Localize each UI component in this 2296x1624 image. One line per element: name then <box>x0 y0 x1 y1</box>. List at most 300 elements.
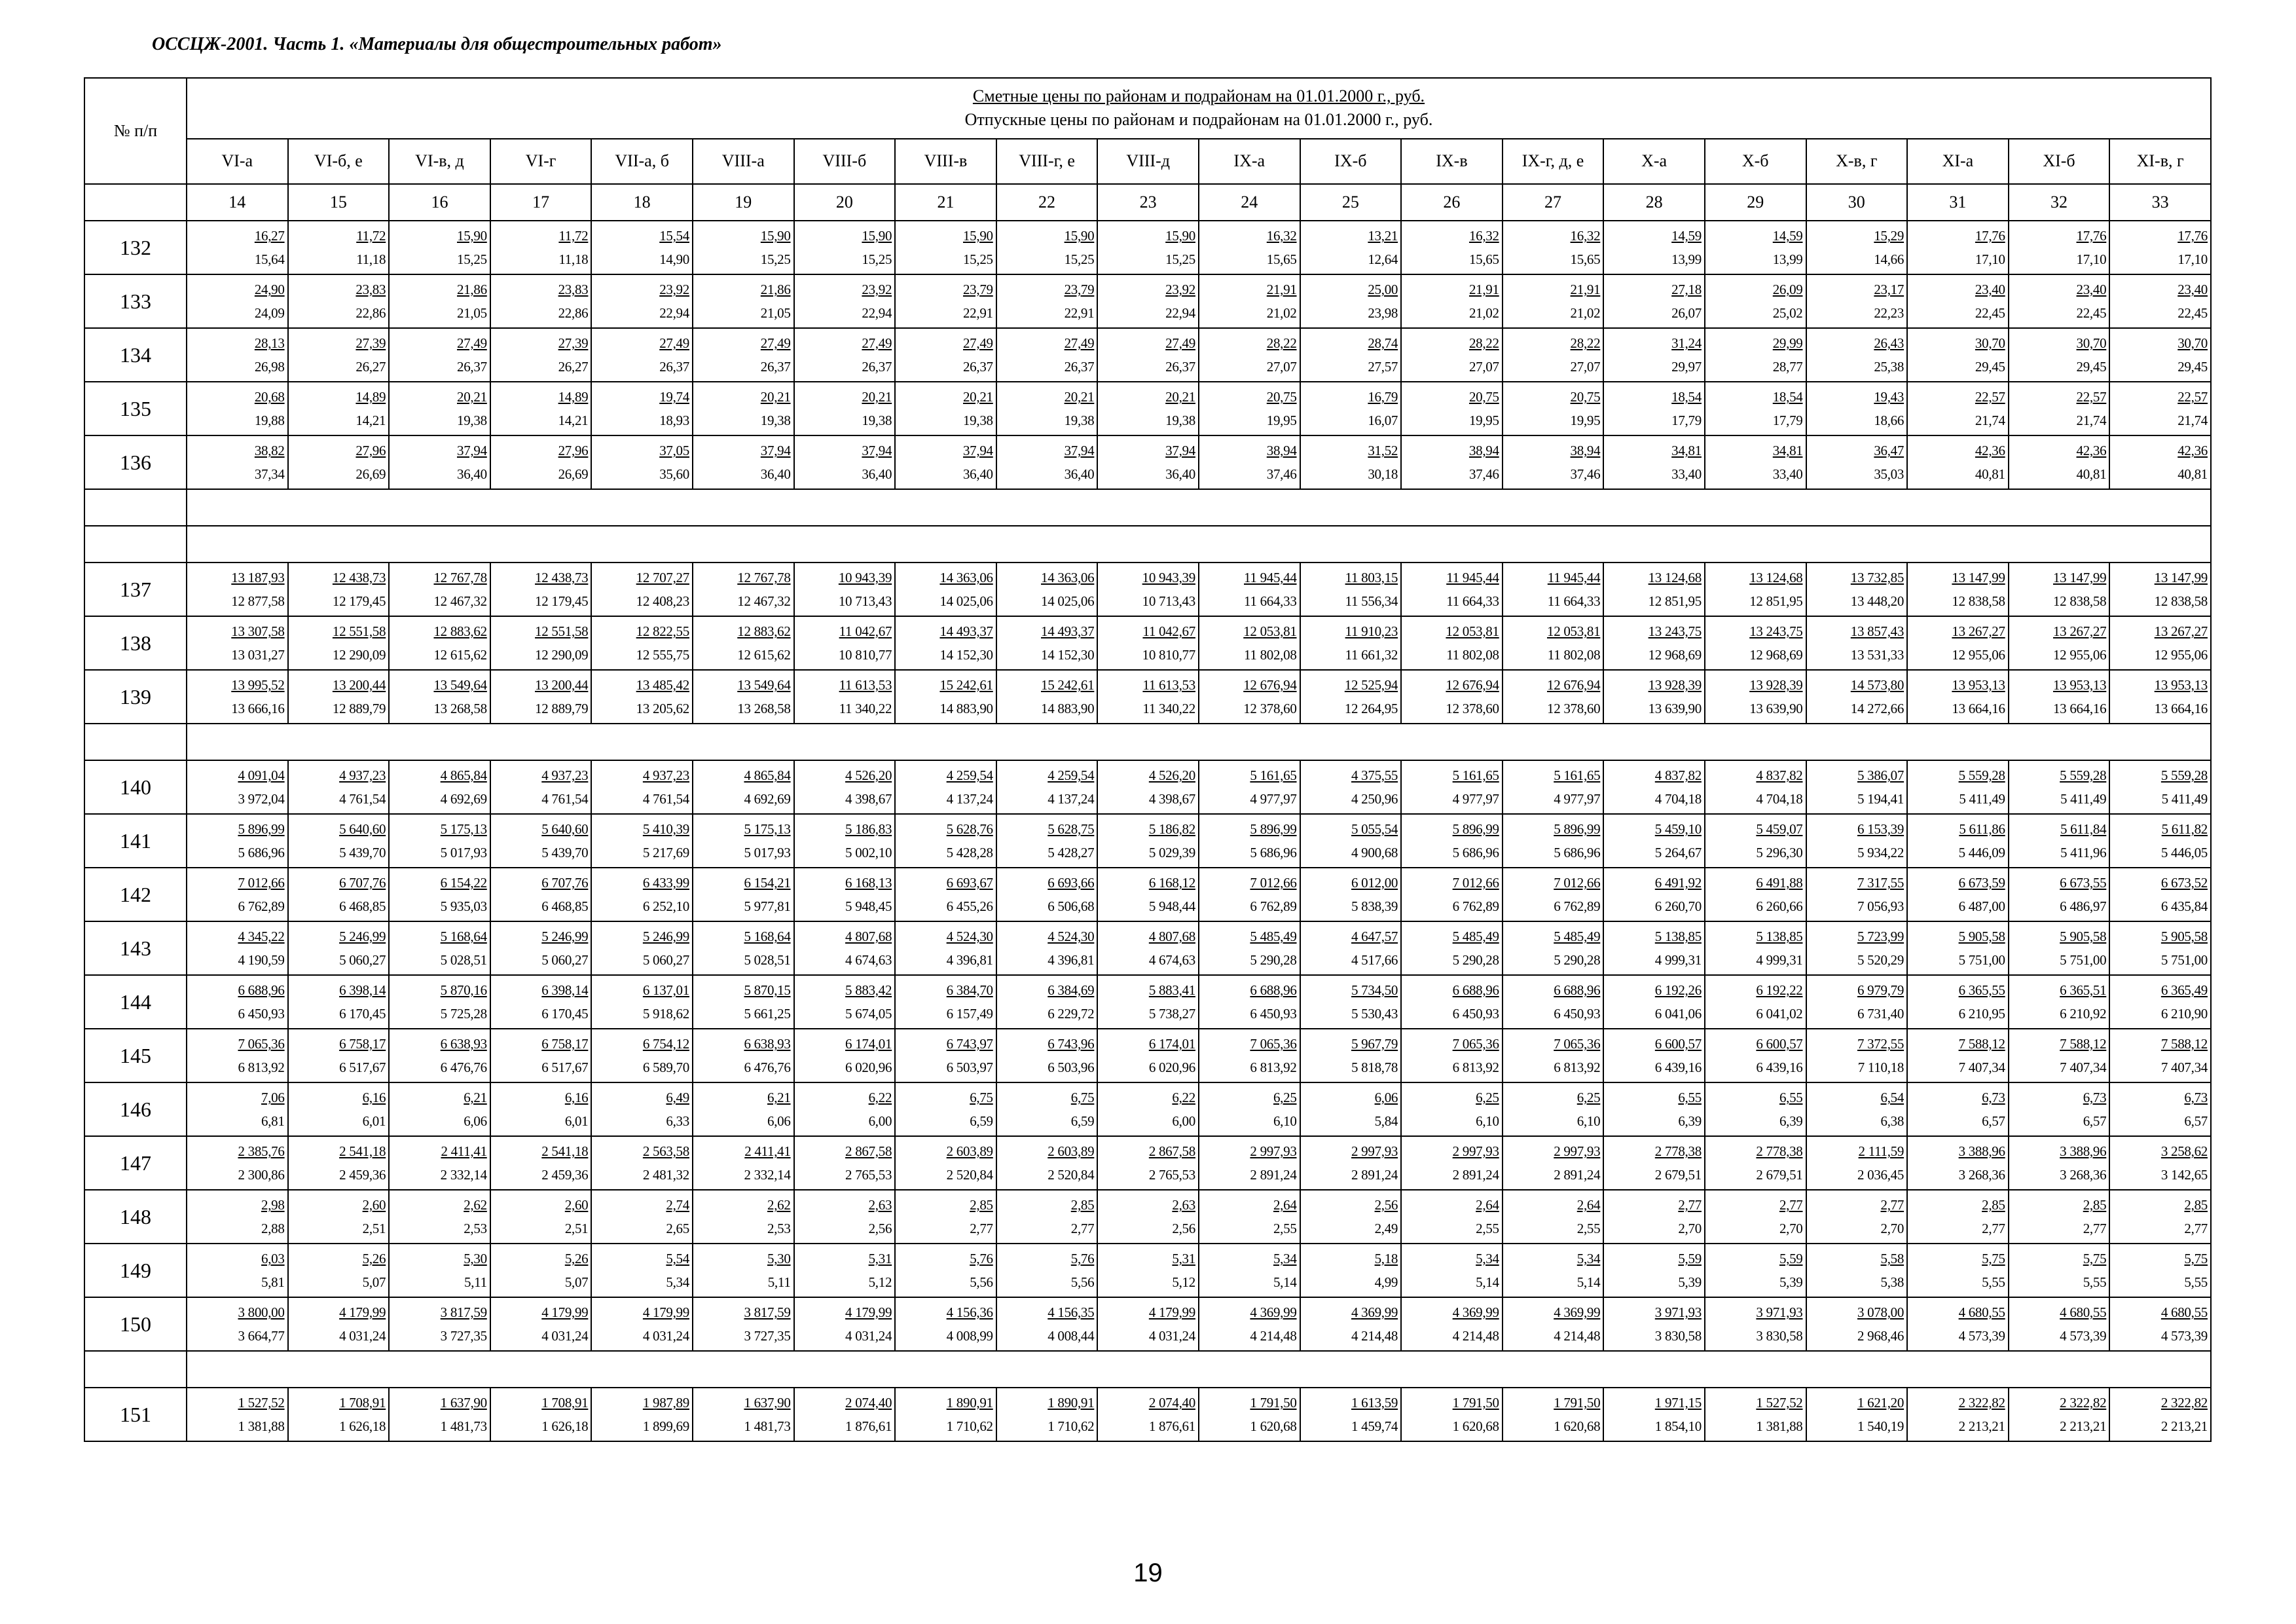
price-cell <box>1401 1244 1503 1297</box>
price-cell <box>996 328 1098 382</box>
price-cell <box>288 868 390 921</box>
price-cell <box>1603 1190 1705 1244</box>
price-cell <box>389 814 490 868</box>
release-price: 26,98 <box>254 359 285 375</box>
estimated-price: 14 493,37 <box>1041 623 1095 639</box>
release-price: 5 290,28 <box>1452 952 1499 968</box>
estimated-price: 34,81 <box>1772 443 1803 458</box>
estimated-price: 1 971,15 <box>1654 1395 1702 1411</box>
price-cell <box>1503 975 1604 1029</box>
release-price: 37,34 <box>254 466 285 482</box>
price-cell <box>1503 814 1604 868</box>
price-cell <box>1300 221 1402 274</box>
release-price: 7 056,93 <box>1857 898 1904 914</box>
price-cell <box>1300 1388 1402 1441</box>
price-cell <box>2009 435 2110 489</box>
release-price: 2 300,86 <box>238 1167 285 1183</box>
estimated-price: 38,94 <box>1468 443 1499 458</box>
release-price: 2,56 <box>868 1221 892 1236</box>
page-number: 19 <box>1133 1559 1163 1587</box>
estimated-price: 6 707,76 <box>541 875 589 891</box>
release-price: 4 977,97 <box>1250 791 1297 807</box>
release-price: 5 002,10 <box>845 845 892 860</box>
price-cell <box>187 382 288 435</box>
estimated-price: 5 386,07 <box>1857 767 1904 783</box>
price-cell <box>1097 1190 1199 1244</box>
estimated-price: 5 559,28 <box>2160 767 2208 783</box>
estimated-price: 2 997,93 <box>1452 1143 1499 1159</box>
price-cell <box>288 221 390 274</box>
price-cell <box>1806 1082 1908 1136</box>
release-price: 5 264,67 <box>1654 845 1702 860</box>
estimated-price: 6 743,97 <box>946 1036 993 1052</box>
price-cell <box>1907 1244 2009 1297</box>
estimated-price: 12 822,55 <box>636 623 689 639</box>
release-price: 12,64 <box>1368 251 1398 267</box>
release-price: 2 332,14 <box>744 1167 791 1183</box>
price-cell <box>1401 1297 1503 1351</box>
release-price: 6,33 <box>666 1113 689 1129</box>
release-price: 1 481,73 <box>744 1418 791 1434</box>
price-cell <box>288 670 390 724</box>
estimated-price: 6 754,12 <box>642 1036 689 1052</box>
estimated-price: 28,13 <box>254 335 285 351</box>
estimated-price: 5 168,64 <box>744 929 791 944</box>
price-cell <box>2109 1136 2211 1190</box>
price-cell <box>1401 670 1503 724</box>
price-cell <box>1806 760 1908 814</box>
release-price: 5,34 <box>666 1274 689 1290</box>
price-cell <box>1907 274 2009 328</box>
estimated-price: 5,31 <box>1172 1251 1195 1266</box>
price-cell <box>1806 1388 1908 1441</box>
estimated-price: 22,57 <box>2178 389 2208 405</box>
price-cell <box>693 760 794 814</box>
price-cell <box>288 382 390 435</box>
release-price: 7 407,34 <box>2060 1060 2107 1075</box>
estimated-price: 5 168,64 <box>440 929 487 944</box>
release-price: 14 272,66 <box>1850 701 1904 716</box>
price-cell <box>2009 814 2110 868</box>
table-row <box>84 1082 2211 1136</box>
release-price: 5 439,70 <box>339 845 386 860</box>
release-price: 5 296,30 <box>1756 845 1803 860</box>
estimated-price: 2,60 <box>362 1197 386 1213</box>
release-price: 13 268,58 <box>737 701 791 716</box>
price-cell <box>490 563 592 616</box>
price-cell <box>591 328 693 382</box>
price-cell <box>389 1244 490 1297</box>
estimated-price: 4 837,82 <box>1654 767 1702 783</box>
release-price: 12 615,62 <box>433 647 487 663</box>
release-price: 2,77 <box>970 1221 993 1236</box>
price-cell <box>693 975 794 1029</box>
estimated-price: 3 258,62 <box>2160 1143 2208 1159</box>
estimated-price: 6 979,79 <box>1857 982 1904 998</box>
estimated-price: 12 053,81 <box>1547 623 1601 639</box>
release-price: 13 268,58 <box>433 701 487 716</box>
price-cell <box>389 1082 490 1136</box>
release-price: 2,49 <box>1374 1221 1398 1236</box>
estimated-price: 20,68 <box>254 389 285 405</box>
estimated-price: 1 890,91 <box>946 1395 993 1411</box>
release-price: 22,45 <box>1975 305 2005 321</box>
release-price: 4 214,48 <box>1351 1328 1398 1344</box>
release-price: 12 877,58 <box>231 593 285 609</box>
price-cell <box>288 274 390 328</box>
price-cell <box>895 382 996 435</box>
price-cell <box>288 975 390 1029</box>
estimated-price: 6 688,96 <box>238 982 285 998</box>
estimated-price: 2 997,93 <box>1351 1143 1398 1159</box>
region-header: VIII-г, е <box>996 139 1098 184</box>
release-price: 17,79 <box>1772 413 1803 428</box>
estimated-price: 2 322,82 <box>1958 1395 2005 1411</box>
estimated-price: 23,83 <box>355 282 386 297</box>
release-price: 2 036,45 <box>1857 1167 1904 1183</box>
price-cell <box>1199 274 1300 328</box>
price-cell <box>996 975 1098 1029</box>
estimated-price: 37,05 <box>659 443 689 458</box>
row-index: 139 <box>84 670 187 724</box>
row-index: 145 <box>84 1029 187 1082</box>
price-cell <box>2109 1297 2211 1351</box>
estimated-price: 1 527,52 <box>1756 1395 1803 1411</box>
release-price: 13 639,90 <box>1648 701 1702 716</box>
estimated-price: 23,79 <box>962 282 993 297</box>
release-price: 12 851,95 <box>1648 593 1702 609</box>
price-cell <box>1401 921 1503 975</box>
release-price: 2,77 <box>1070 1221 1095 1236</box>
price-cell <box>996 563 1098 616</box>
estimated-price: 11,72 <box>356 228 386 244</box>
price-cell <box>2109 921 2211 975</box>
release-price: 2 520,84 <box>946 1167 993 1183</box>
release-price: 22,45 <box>2178 305 2208 321</box>
estimated-price: 22,57 <box>2076 389 2107 405</box>
price-cell <box>895 221 996 274</box>
release-price: 6,59 <box>1070 1113 1095 1129</box>
release-price: 6,38 <box>1880 1113 1904 1129</box>
release-price: 1 854,10 <box>1654 1418 1702 1434</box>
price-cell <box>187 814 288 868</box>
estimated-price: 5 734,50 <box>1351 982 1398 998</box>
section-separator-row <box>84 724 2211 760</box>
release-price: 6 762,89 <box>238 898 285 914</box>
estimated-price: 11 910,23 <box>1345 623 1398 639</box>
price-cell <box>794 1297 896 1351</box>
release-price: 24,09 <box>254 305 285 321</box>
price-cell <box>2109 760 2211 814</box>
release-price: 13 531,33 <box>1850 647 1904 663</box>
column-number: 18 <box>591 184 693 221</box>
estimated-price: 13 549,64 <box>433 677 487 693</box>
estimated-price: 2,62 <box>464 1197 487 1213</box>
release-price: 6 813,92 <box>1554 1060 1601 1075</box>
release-price: 33,40 <box>1772 466 1803 482</box>
release-price: 21,74 <box>2076 413 2107 428</box>
estimated-price: 5 175,13 <box>440 821 487 837</box>
price-cell <box>895 814 996 868</box>
row-index: 141 <box>84 814 187 868</box>
price-cell <box>1300 670 1402 724</box>
price-cell <box>794 1136 896 1190</box>
release-price: 3 268,36 <box>2060 1167 2107 1183</box>
estimated-price: 30,70 <box>1975 335 2005 351</box>
estimated-price: 20,21 <box>760 389 791 405</box>
release-price: 19,38 <box>962 413 993 428</box>
price-cell <box>794 221 896 274</box>
estimated-price: 5 883,42 <box>845 982 892 998</box>
price-cell <box>794 1244 896 1297</box>
estimated-price: 15,54 <box>659 228 689 244</box>
price-cell <box>2109 1082 2211 1136</box>
price-cell <box>288 1082 390 1136</box>
price-cell <box>693 274 794 328</box>
estimated-price: 15,90 <box>1064 228 1095 244</box>
estimated-price: 4 369,99 <box>1554 1304 1601 1320</box>
column-number: 23 <box>1097 184 1199 221</box>
price-cell <box>895 616 996 670</box>
estimated-price: 15 242,61 <box>939 677 993 693</box>
estimated-price: 6,73 <box>2083 1090 2107 1105</box>
estimated-price: 5 246,99 <box>339 929 386 944</box>
price-cell <box>591 382 693 435</box>
price-cell <box>1705 1388 1806 1441</box>
estimated-price: 31,24 <box>1671 335 1702 351</box>
release-price: 5 290,28 <box>1554 952 1601 968</box>
estimated-price: 3 971,93 <box>1756 1304 1803 1320</box>
release-price: 21,02 <box>1468 305 1499 321</box>
release-price: 13 664,16 <box>1952 701 2005 716</box>
price-cell <box>288 1297 390 1351</box>
price-cell <box>187 1190 288 1244</box>
release-price: 5,14 <box>1476 1274 1499 1290</box>
price-cell <box>1097 563 1199 616</box>
estimated-price: 2 997,93 <box>1250 1143 1297 1159</box>
price-cell <box>1401 868 1503 921</box>
release-price: 27,07 <box>1570 359 1601 375</box>
release-price: 21,05 <box>760 305 791 321</box>
estimated-price: 6 168,12 <box>1148 875 1195 891</box>
column-number: 20 <box>794 184 896 221</box>
price-cell <box>996 868 1098 921</box>
price-cell <box>389 670 490 724</box>
release-price: 1 481,73 <box>440 1418 487 1434</box>
release-price: 3 830,58 <box>1654 1328 1702 1344</box>
release-price: 6 589,70 <box>642 1060 689 1075</box>
region-header: X-в, г <box>1806 139 1908 184</box>
price-cell <box>1097 868 1199 921</box>
price-cell <box>1603 563 1705 616</box>
price-cell <box>1806 1136 1908 1190</box>
separator-index-cell <box>84 724 187 760</box>
release-price: 22,91 <box>1064 305 1095 321</box>
price-cell <box>693 435 794 489</box>
price-cell <box>2109 563 2211 616</box>
column-number: 32 <box>2009 184 2110 221</box>
release-price: 2 332,14 <box>440 1167 487 1183</box>
price-cell <box>1097 616 1199 670</box>
release-price: 5 738,27 <box>1148 1006 1195 1022</box>
release-price: 1 620,68 <box>1452 1418 1499 1434</box>
estimated-price: 5,34 <box>1576 1251 1601 1266</box>
price-cell <box>693 1082 794 1136</box>
estimated-price: 5 905,58 <box>2060 929 2107 944</box>
release-price: 36,40 <box>862 466 892 482</box>
row-index: 132 <box>84 221 187 274</box>
price-cell <box>1401 382 1503 435</box>
release-price: 10 713,43 <box>838 593 892 609</box>
price-cell <box>187 1244 288 1297</box>
price-cell <box>288 760 390 814</box>
price-cell <box>2109 616 2211 670</box>
region-header-row <box>84 139 2211 184</box>
price-cell <box>2109 670 2211 724</box>
release-price: 5 411,49 <box>2060 791 2107 807</box>
price-cell <box>1603 616 1705 670</box>
price-cell <box>591 814 693 868</box>
estimated-price: 1 987,89 <box>642 1395 689 1411</box>
price-cell <box>1705 563 1806 616</box>
release-price: 22,94 <box>1165 305 1195 321</box>
release-price: 5 977,81 <box>744 898 791 914</box>
region-header: X-а <box>1603 139 1705 184</box>
price-cell <box>591 1388 693 1441</box>
release-price: 4 704,18 <box>1654 791 1702 807</box>
estimated-price: 14 363,06 <box>1041 570 1095 585</box>
price-cell <box>1401 760 1503 814</box>
estimated-price: 12 883,62 <box>433 623 487 639</box>
release-price: 14 152,30 <box>939 647 993 663</box>
release-price: 11 664,33 <box>1446 593 1499 609</box>
price-cell <box>996 274 1098 328</box>
estimated-price: 6 688,96 <box>1554 982 1601 998</box>
release-price: 5,55 <box>2184 1274 2208 1290</box>
estimated-price: 16,32 <box>1570 228 1601 244</box>
estimated-price: 5 870,15 <box>744 982 791 998</box>
estimated-price: 6 137,01 <box>642 982 689 998</box>
estimated-price: 15,90 <box>1165 228 1195 244</box>
release-price: 36,40 <box>962 466 993 482</box>
estimated-price: 6 743,96 <box>1048 1036 1095 1052</box>
price-cell <box>895 1297 996 1351</box>
table-row <box>84 1244 2211 1297</box>
estimated-price: 6 673,59 <box>1958 875 2005 891</box>
estimated-price: 13 200,44 <box>535 677 589 693</box>
release-price: 5 411,96 <box>2060 845 2107 860</box>
estimated-price: 3 971,93 <box>1654 1304 1702 1320</box>
price-cell <box>1097 760 1199 814</box>
price-cell <box>2009 975 2110 1029</box>
price-cell <box>1199 435 1300 489</box>
table-row <box>84 221 2211 274</box>
table-row <box>84 563 2211 616</box>
release-price: 1 540,19 <box>1857 1418 1904 1434</box>
release-price: 5 017,93 <box>744 845 791 860</box>
release-price: 6,00 <box>868 1113 892 1129</box>
column-number: 19 <box>693 184 794 221</box>
release-price: 3 268,36 <box>1958 1167 2005 1183</box>
price-cell <box>1097 670 1199 724</box>
release-price: 6 813,92 <box>1250 1060 1297 1075</box>
price-cell <box>1907 1029 2009 1082</box>
release-price: 6,06 <box>767 1113 791 1129</box>
estimated-price: 6 673,55 <box>2060 875 2107 891</box>
estimated-price: 15,90 <box>760 228 791 244</box>
price-cell <box>1806 670 1908 724</box>
release-price: 5 428,28 <box>946 845 993 860</box>
price-cell <box>1907 1136 2009 1190</box>
estimated-price: 1 637,90 <box>744 1395 791 1411</box>
price-cell <box>1907 814 2009 868</box>
estimated-price: 27,39 <box>355 335 386 351</box>
estimated-price: 2,60 <box>564 1197 589 1213</box>
region-header: VI-г <box>490 139 592 184</box>
estimated-price: 12 676,94 <box>1446 677 1499 693</box>
estimated-price: 7 012,66 <box>1452 875 1499 891</box>
estimated-price: 30,70 <box>2178 335 2208 351</box>
price-cell <box>1401 1136 1503 1190</box>
estimated-price: 38,82 <box>254 443 285 458</box>
estimated-price: 15,29 <box>1874 228 1904 244</box>
estimated-price: 2,85 <box>970 1197 993 1213</box>
release-prices-caption: Отпускные цены по районам и подрайонам на 01.01.2000 г., руб. <box>964 110 1433 130</box>
table-body <box>84 221 2211 1441</box>
release-price: 6,57 <box>1982 1113 2005 1129</box>
price-cell <box>996 1190 1098 1244</box>
price-cell <box>1907 382 2009 435</box>
estimated-price: 5 410,39 <box>642 821 689 837</box>
release-price: 4,99 <box>1374 1274 1398 1290</box>
release-price: 26,37 <box>659 359 689 375</box>
price-cell <box>1907 435 2009 489</box>
release-price: 4 761,54 <box>541 791 589 807</box>
estimated-price: 2 563,58 <box>642 1143 689 1159</box>
release-price: 14,90 <box>659 251 689 267</box>
price-cell <box>1907 328 2009 382</box>
estimated-price: 2,64 <box>1476 1197 1499 1213</box>
estimated-price: 2 322,82 <box>2160 1395 2208 1411</box>
release-price: 4 031,24 <box>845 1328 892 1344</box>
release-price: 22,86 <box>355 305 386 321</box>
estimated-price: 12 525,94 <box>1344 677 1398 693</box>
release-price: 26,69 <box>355 466 386 482</box>
price-cell <box>1705 1082 1806 1136</box>
price-cell <box>2009 670 2110 724</box>
estimated-price: 2,62 <box>767 1197 791 1213</box>
price-cell <box>2009 563 2110 616</box>
price-cell <box>490 1029 592 1082</box>
estimated-price: 5,34 <box>1273 1251 1297 1266</box>
region-header: XI-б <box>2009 139 2110 184</box>
separator-index-cell <box>84 489 187 526</box>
release-price: 6 762,89 <box>1554 898 1601 914</box>
estimated-price: 7,06 <box>261 1090 285 1105</box>
column-number: 15 <box>288 184 390 221</box>
estimated-price: 23,92 <box>1165 282 1195 297</box>
release-price: 6 041,06 <box>1654 1006 1702 1022</box>
release-price: 6 486,97 <box>2060 898 2107 914</box>
estimated-price: 5 559,28 <box>2060 767 2107 783</box>
estimated-price: 6,16 <box>564 1090 589 1105</box>
estimated-price: 7 012,66 <box>1250 875 1297 891</box>
release-price: 5 028,51 <box>440 952 487 968</box>
estimated-price: 4 680,55 <box>2160 1304 2208 1320</box>
release-price: 29,45 <box>2076 359 2107 375</box>
estimated-price: 5 138,85 <box>1756 929 1803 944</box>
running-header: ОССЦЖ-2001. Часть 1. «Материалы для общестроительных работ» <box>152 34 722 54</box>
